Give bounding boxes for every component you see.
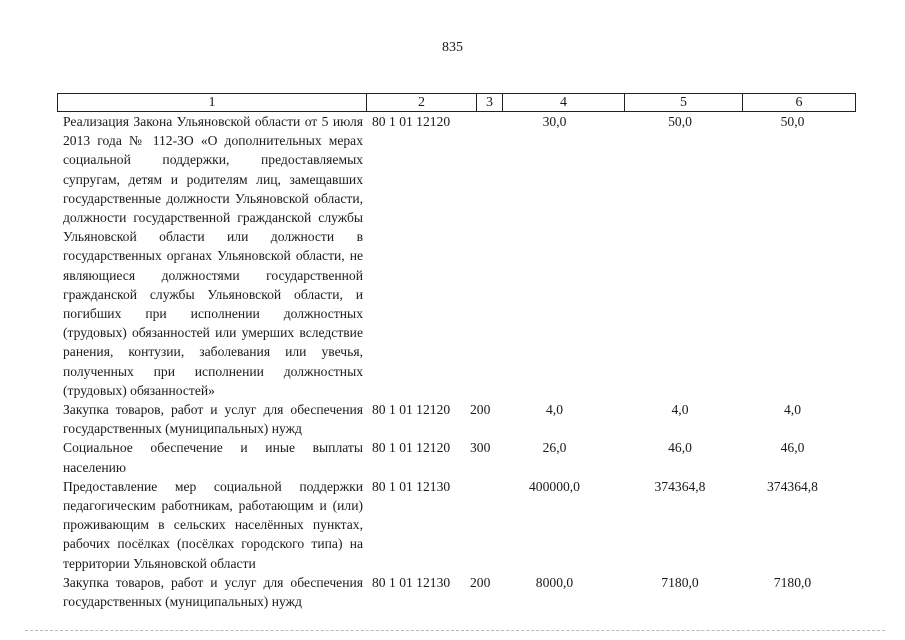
row-value-col6: 4,0 — [784, 402, 801, 418]
column-header-1: 1 — [58, 94, 367, 112]
column-header-2: 2 — [367, 94, 477, 112]
column-header-6: 6 — [743, 94, 856, 112]
table-row — [0, 400, 905, 438]
column-header-4: 4 — [503, 94, 625, 112]
row-code: 80 1 01 12120 — [372, 440, 451, 456]
row-name: Предоставление мер социальной поддержки педагогическим работникам, работающим и (или) проживающим в сельских населённых пунктах, рабочих посёлках (посёлках городского типа) на территории Ульяновской области — [63, 478, 363, 571]
row-expense-type: 200 — [470, 402, 491, 418]
row-name: Реализация Закона Ульяновской области от 5 июля 2013 года № 112-ЗО «О дополнительных мерах социальной поддержки, предоставляемых супругам, детям и родителям лиц, замещавших государственные должности Ульяновской области, должности государственной гражданской службы Ульяновской области или должности в государственных органах Ульяновской области, не являющиеся должностями государственной гражданской службы Ульяновской области, и погибших при исполнении должностных (трудовых) обязанностей или умерших вследствие ранения, контузии, заболевания или увечья, полученных при исполнении должностных (трудовых) обязанностей» — [63, 114, 363, 398]
row-value-col5: 4,0 — [671, 402, 689, 418]
row-value-col4: 4,0 — [546, 402, 563, 418]
column-header-row — [58, 94, 856, 112]
page-bottom-divider — [25, 630, 885, 631]
row-value-col4: 8000,0 — [535, 574, 574, 590]
row-name: Закупка товаров, работ и услуг для обеспечения государственных (муниципальных) нужд — [63, 574, 363, 610]
row-name: Социальное обеспечение и иные выплаты населению — [63, 440, 363, 475]
table-body — [0, 112, 905, 611]
row-expense-type: 300 — [470, 440, 491, 456]
row-value-col6: 50,0 — [780, 114, 805, 129]
table-row — [0, 477, 905, 573]
column-header-3: 3 — [477, 94, 503, 112]
page-number: 835 — [442, 40, 463, 55]
row-value-col6: 46,0 — [780, 440, 805, 456]
row-name: Закупка товаров, работ и услуг для обеспечения государственных (муниципальных) нужд — [63, 402, 363, 437]
row-value-col5: 50,0 — [668, 114, 692, 129]
table-row — [0, 438, 905, 476]
row-expense-type: 200 — [470, 574, 491, 590]
row-value-col4: 26,0 — [542, 440, 567, 456]
row-code: 80 1 01 12120 — [372, 402, 451, 418]
column-header-5: 5 — [625, 94, 743, 112]
row-value-col5: 7180,0 — [661, 574, 699, 590]
row-value-col4: 400000,0 — [529, 478, 580, 494]
row-value-col4: 30,0 — [542, 114, 567, 129]
row-value-col6: 374364,8 — [767, 478, 818, 494]
row-code: 80 1 01 12130 — [372, 478, 451, 494]
row-code: 80 1 01 12130 — [372, 574, 451, 590]
row-value-col5: 46,0 — [668, 440, 692, 456]
row-code: 80 1 01 12120 — [372, 114, 451, 129]
column-header-table — [57, 93, 856, 112]
table-row — [0, 112, 905, 400]
row-value-col5: 374364,8 — [654, 478, 706, 494]
table-row — [0, 573, 905, 611]
row-value-col6: 7180,0 — [773, 574, 812, 590]
